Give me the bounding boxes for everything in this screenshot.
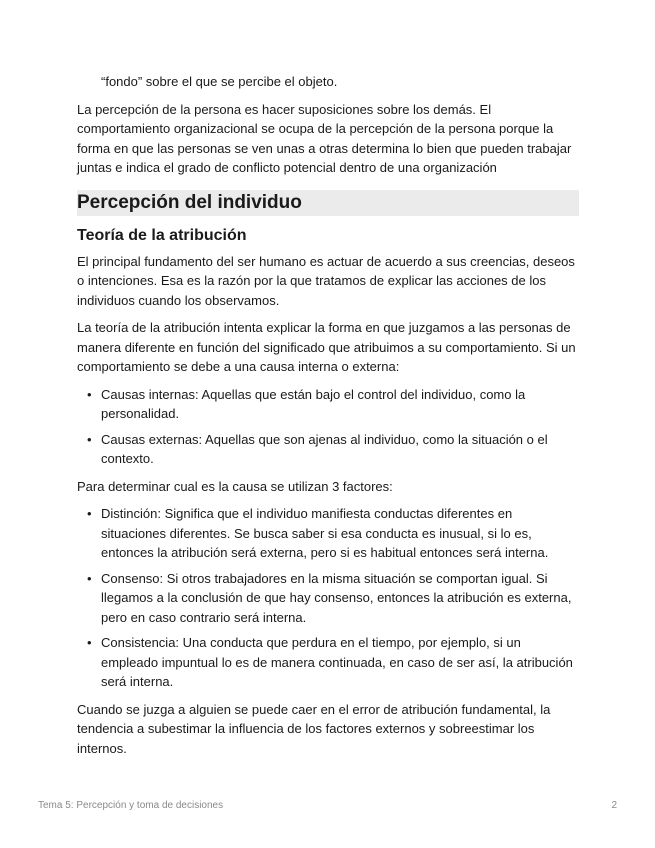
list-item: • Causas externas: Aquellas que son ajenas al individuo, como la situación o el contexto. — [87, 431, 548, 466]
subsection-heading: Teoría de la atribución — [77, 226, 247, 244]
section-heading: Percepción del individuo — [77, 190, 579, 216]
paragraph-error-atribucion: Cuando se juzga a alguien se puede caer en el error de atribución fundamental, la tendencia a subestimar la influencia de los factores externos y sobreestimar los internos. — [77, 701, 551, 756]
paragraph-fundamento: El principal fundamento del ser humano es actuar de acuerdo a sus creencias, deseos o intenciones. Esa es la razón por la que tratamos de explicar las acciones de los individuos cuando los observamos. — [77, 253, 575, 308]
bullet-icon: • — [87, 506, 92, 521]
list-item: • Consistencia: Una conducta que perdura en el tiempo, por ejemplo, si un empleado impuntual lo es de manera continuada, en caso de ser así, la atribución será interna. — [87, 635, 573, 689]
document-body — [77, 72, 579, 766]
paragraph-factores: Para determinar cual es la causa se utilizan 3 factores: — [77, 478, 393, 494]
paragraph-teoria: La teoría de la atribución intenta explicar la forma en que juzgamos a las personas de manera diferente en función del significado que atribuimos a su comportamiento. Si un comportamiento se debe a una causa interna o externa: — [77, 320, 576, 374]
factors-list — [77, 504, 579, 692]
bullet-icon: • — [87, 570, 92, 586]
list-item: • Consenso: Si otros trabajadores en la misma situación se comportan igual. Si llegamos a la conclusión de que hay consenso, entonces la atribución es externa, pero en caso contrario será interna. — [87, 570, 572, 625]
paragraph-continuation: “fondo” sobre el que se percibe el objeto. — [101, 74, 338, 89]
page-number: 2 — [611, 800, 617, 811]
bullet-icon: • — [87, 635, 92, 650]
footer-title: Tema 5: Percepción y toma de decisiones — [38, 800, 224, 811]
list-item: • Distinción: Significa que el individuo manifiesta conductas diferentes en situaciones diferentes. Se busca saber si esa conducta es inusual, si lo es, entonces la atribución será externa, pero si es habitual entonces será interna. — [87, 506, 549, 560]
bullet-icon: • — [87, 431, 92, 447]
causes-list — [77, 385, 579, 469]
paragraph-person-perception: La percepción de la persona es hacer suposiciones sobre los demás. El comportamiento organizacional se ocupa de la percepción de la persona porque la forma en que las personas se ven unas a otras determina lo bien que pueden trabajar juntas e indica el grado de conflicto potencial dentro de una organización — [77, 101, 572, 175]
list-item: • Causas internas: Aquellas que están bajo el control del individuo, como la personalidad. — [87, 386, 526, 421]
bullet-icon: • — [87, 386, 92, 402]
page-footer — [38, 800, 617, 811]
